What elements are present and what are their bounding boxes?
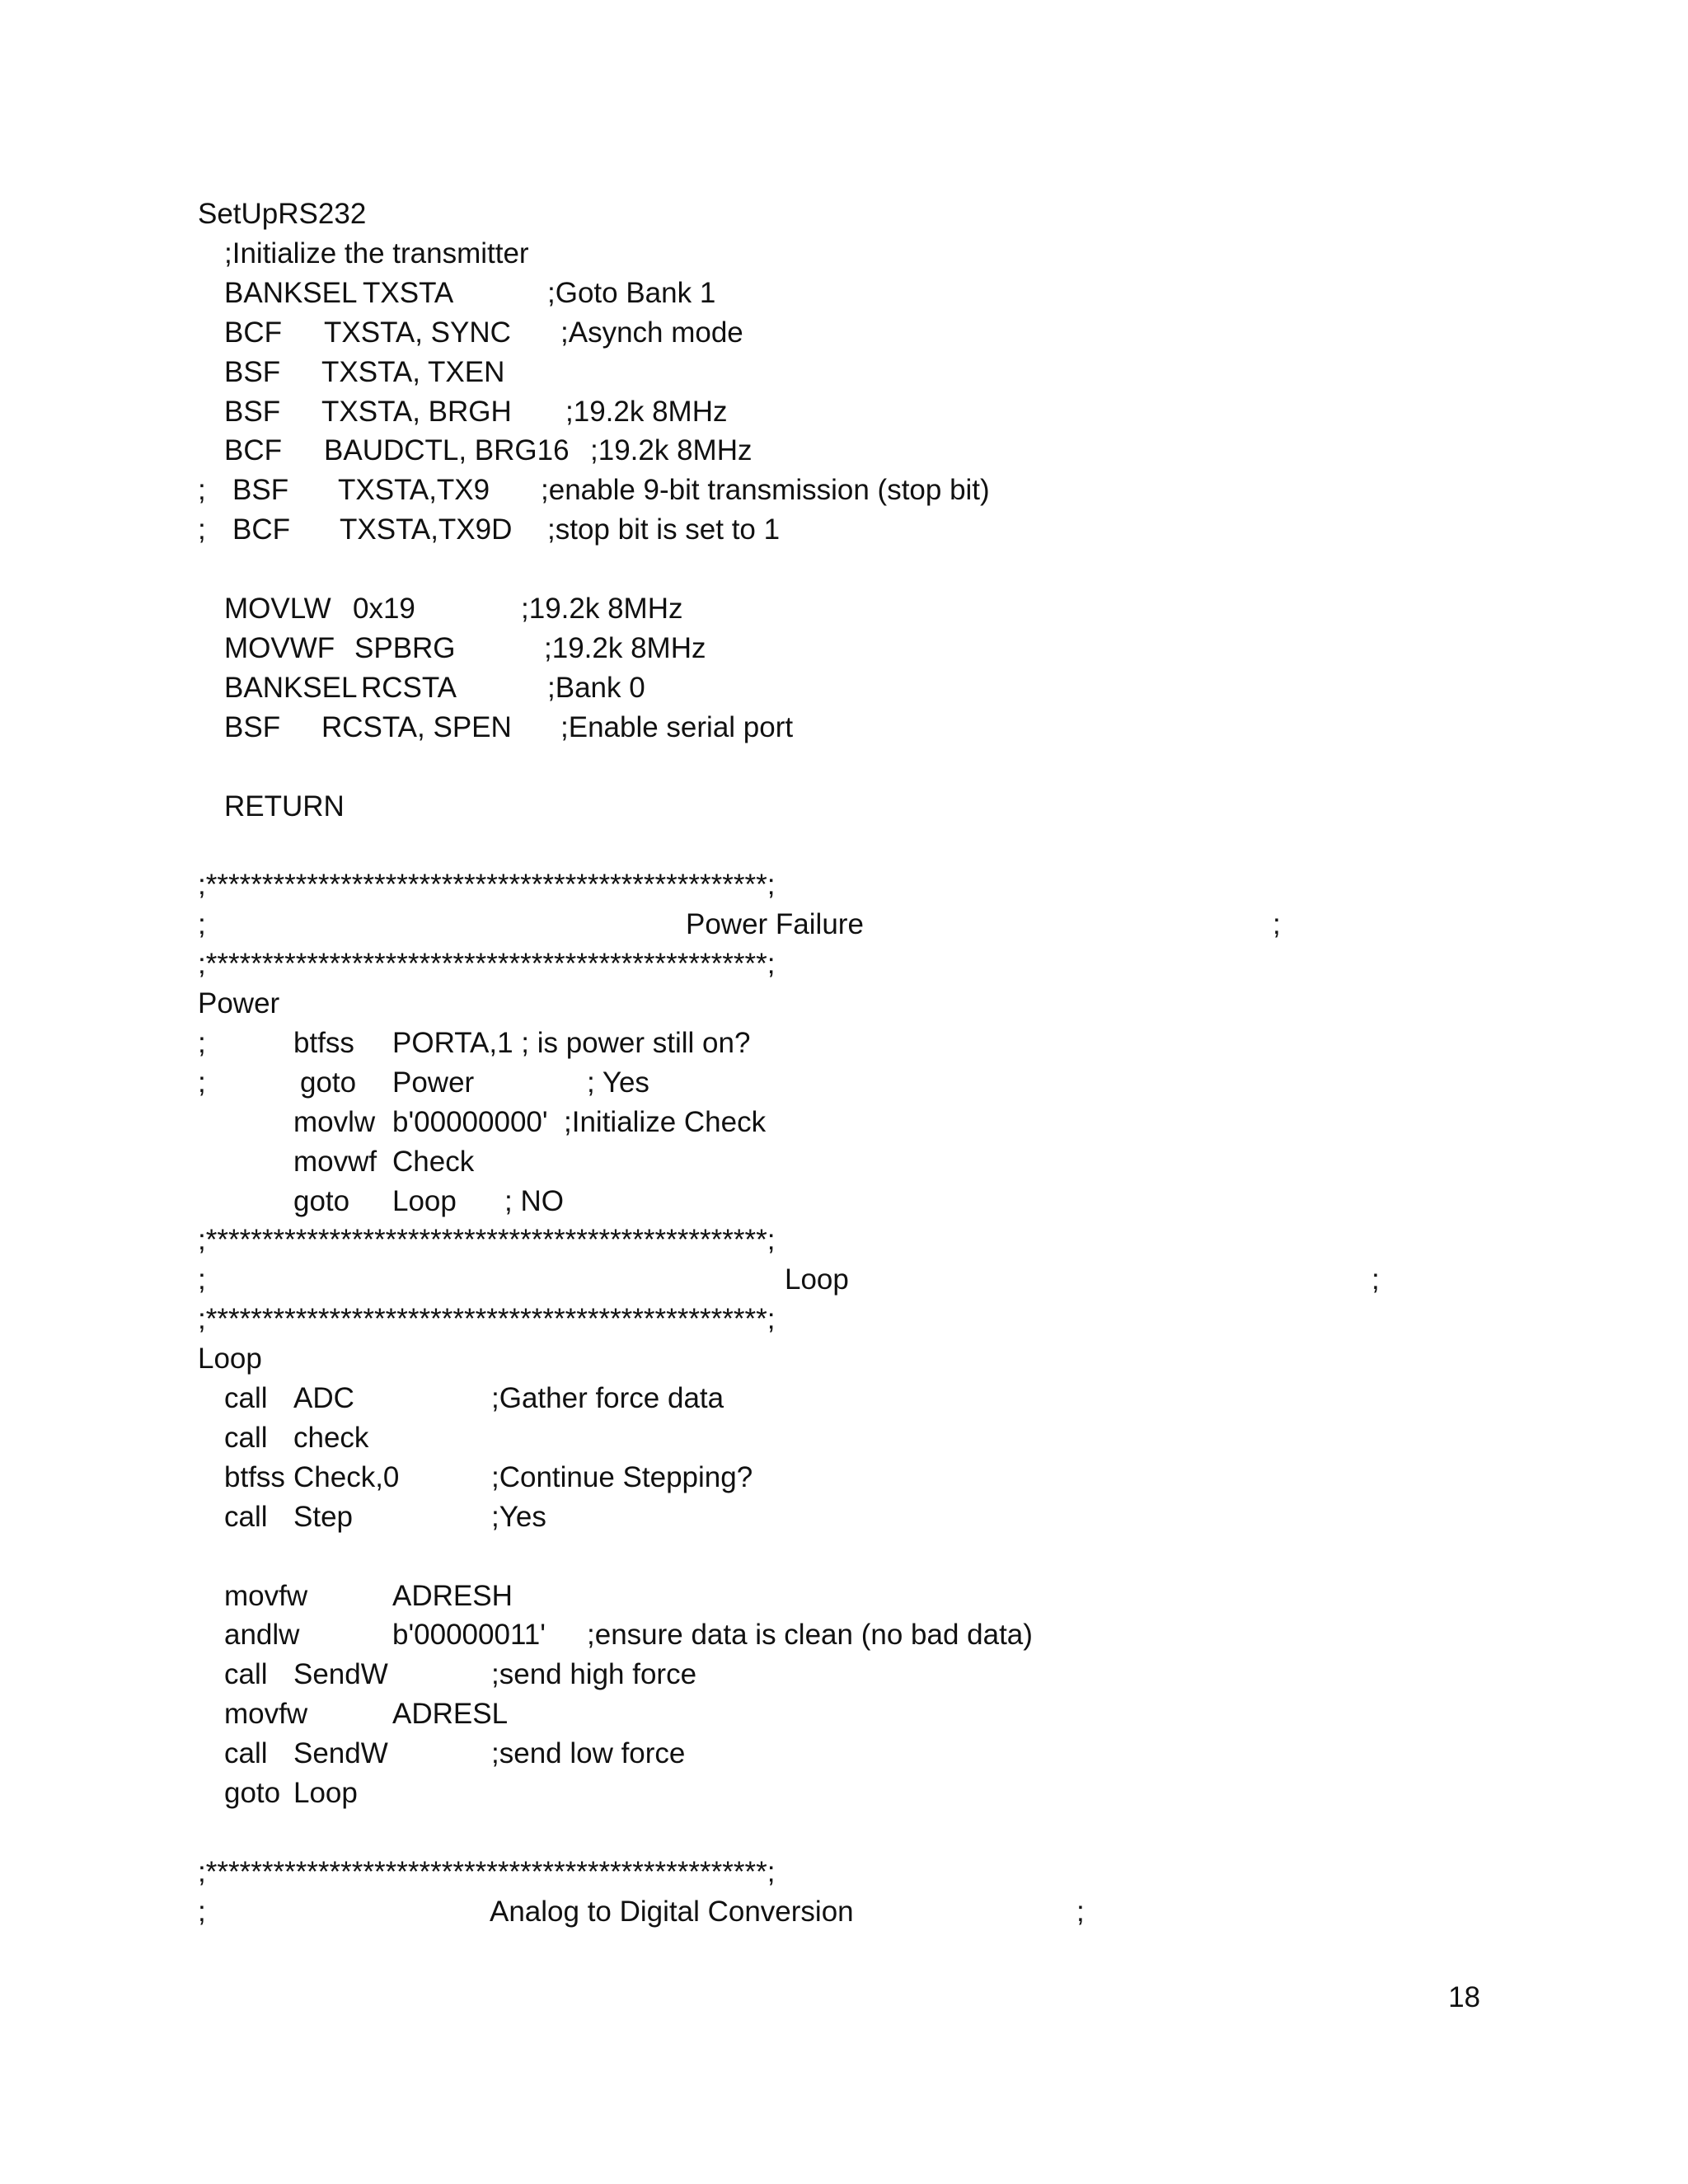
- code-line-12-part-0: BSF: [224, 710, 281, 743]
- code-line-38-part-1: Analog to Digital Conversion: [490, 1895, 854, 1928]
- code-line-19-part-3: ; Yes: [587, 1066, 649, 1099]
- code-line-21-part-0: movwf: [293, 1145, 377, 1178]
- page-number: 18: [1448, 1981, 1480, 2013]
- code-line-35-part-0: call: [224, 1737, 268, 1770]
- code-line-9-part-0: MOVLW: [224, 593, 331, 625]
- code-line-26-part-0: Loop: [198, 1343, 262, 1376]
- code-line-14-part-0: ;**************************************************;: [198, 869, 776, 902]
- code-line-20-part-1: b'00000000' ;Initialize Check: [392, 1105, 767, 1138]
- code-line-34-part-1: ADRESL: [392, 1698, 509, 1731]
- code-line-34-part-0: movfw: [224, 1698, 308, 1731]
- code-line-24-part-0: ;: [198, 1263, 206, 1296]
- code-line-36-part-1: Loop: [293, 1777, 358, 1809]
- code-line-28-part-0: call: [224, 1421, 268, 1454]
- code-line-29-part-0: btfss: [224, 1460, 285, 1493]
- code-line-23-part-0: ;**************************************************;: [198, 1224, 776, 1257]
- code-line-18-part-0: ;: [198, 1026, 206, 1059]
- code-line-16-part-0: ;**************************************************;: [198, 948, 776, 981]
- code-line-31-part-1: ADRESH: [392, 1579, 513, 1612]
- code-line-9-part-2: ;19.2k 8MHz: [521, 593, 683, 625]
- code-line-21-part-1: Check: [392, 1145, 475, 1178]
- code-line-24-part-1: Loop: [785, 1263, 849, 1296]
- code-line-28-part-1: check: [293, 1421, 369, 1454]
- code-line-8-part-0: ;: [198, 513, 206, 546]
- code-line-5-part-0: BSF: [224, 395, 281, 428]
- code-line-24-part-2: ;: [1372, 1263, 1380, 1296]
- code-line-22-part-0: goto: [293, 1184, 350, 1217]
- code-line-15-part-2: ;: [1273, 908, 1281, 941]
- code-line-15-part-1: Power Failure: [686, 908, 864, 941]
- code-line-25-part-0: ;**************************************************;: [198, 1303, 776, 1336]
- code-line-30-part-1: Step: [293, 1500, 353, 1533]
- code-line-37-part-0: ;**************************************************;: [198, 1855, 776, 1888]
- code-line-33-part-1: SendW: [293, 1658, 388, 1691]
- code-line-7-part-0: ;: [198, 474, 206, 507]
- code-line-17-part-0: Power: [198, 987, 280, 1019]
- code-line-33-part-2: ;send high force: [491, 1658, 697, 1691]
- code-line-11-part-0: BANKSEL: [224, 671, 358, 704]
- code-line-30-part-0: call: [224, 1500, 268, 1533]
- code-line-33-part-0: call: [224, 1658, 268, 1691]
- code-line-6-part-0: BCF: [224, 434, 282, 467]
- code-line-35-part-2: ;send low force: [491, 1737, 686, 1770]
- code-line-5-part-1: TXSTA, BRGH: [321, 395, 512, 428]
- code-line-27-part-2: ;Gather force data: [491, 1382, 724, 1414]
- code-line-3-part-1: TXSTA, SYNC: [324, 316, 511, 349]
- code-line-19-part-1: goto: [300, 1066, 357, 1099]
- code-line-12-part-2: ;Enable serial port: [560, 710, 794, 743]
- code-line-20-part-0: movlw: [293, 1105, 376, 1138]
- code-line-3-part-2: ;Asynch mode: [560, 316, 743, 349]
- code-line-38-part-2: ;: [1076, 1895, 1085, 1928]
- code-line-19-part-0: ;: [198, 1066, 206, 1099]
- code-line-22-part-1: Loop: [392, 1184, 457, 1217]
- code-line-4-part-0: BSF: [224, 355, 281, 388]
- code-line-27-part-0: call: [224, 1382, 268, 1414]
- code-line-18-part-2: PORTA,1 ; is power still on?: [392, 1026, 751, 1059]
- code-line-30-part-2: ;Yes: [491, 1500, 546, 1533]
- code-line-2-part-1: TXSTA: [363, 276, 454, 309]
- code-line-7-part-1: BSF: [232, 474, 289, 507]
- code-line-32-part-1: b'00000011': [392, 1619, 546, 1652]
- code-line-31-part-0: movfw: [224, 1579, 308, 1612]
- code-line-6-part-1: BAUDCTL, BRG16: [324, 434, 570, 467]
- code-line-11-part-2: ;Bank 0: [547, 671, 645, 704]
- code-line-1-part-0: ;Initialize the transmitter: [224, 237, 529, 269]
- code-line-7-part-2: TXSTA,TX9: [338, 474, 490, 507]
- code-line-8-part-3: ;stop bit is set to 1: [547, 513, 781, 546]
- code-line-22-part-2: ; NO: [504, 1184, 564, 1217]
- code-line-5-part-2: ;19.2k 8MHz: [565, 395, 728, 428]
- code-line-10-part-1: SPBRG: [354, 631, 456, 664]
- code-line-29-part-2: ;Continue Stepping?: [491, 1460, 753, 1493]
- code-line-2-part-0: BANKSEL: [224, 276, 358, 309]
- code-line-13-part-0: RETURN: [224, 790, 345, 823]
- code-line-0-part-0: SetUpRS232: [198, 198, 367, 230]
- code-line-7-part-3: ;enable 9-bit transmission (stop bit): [541, 474, 990, 507]
- code-line-10-part-2: ;19.2k 8MHz: [544, 631, 706, 664]
- code-line-6-part-2: ;19.2k 8MHz: [590, 434, 753, 467]
- code-line-32-part-2: ;ensure data is clean (no bad data): [587, 1619, 1033, 1652]
- code-line-36-part-0: goto: [224, 1777, 281, 1809]
- code-line-3-part-0: BCF: [224, 316, 282, 349]
- code-line-10-part-0: MOVWF: [224, 631, 335, 664]
- code-line-29-part-1: Check,0: [293, 1460, 400, 1493]
- code-line-19-part-2: Power: [392, 1066, 475, 1099]
- code-line-15-part-0: ;: [198, 908, 206, 941]
- code-line-12-part-1: RCSTA, SPEN: [321, 710, 512, 743]
- code-line-9-part-1: 0x19: [353, 593, 415, 625]
- code-line-8-part-1: BCF: [232, 513, 290, 546]
- code-line-27-part-1: ADC: [293, 1382, 354, 1414]
- code-line-35-part-1: SendW: [293, 1737, 388, 1770]
- code-line-18-part-1: btfss: [293, 1026, 354, 1059]
- code-line-11-part-1: RCSTA: [361, 671, 457, 704]
- code-line-38-part-0: ;: [198, 1895, 206, 1928]
- code-line-8-part-2: TXSTA,TX9D: [340, 513, 513, 546]
- code-line-4-part-1: TXSTA, TXEN: [321, 355, 505, 388]
- code-line-2-part-2: ;Goto Bank 1: [547, 276, 716, 309]
- code-line-32-part-0: andlw: [224, 1619, 300, 1652]
